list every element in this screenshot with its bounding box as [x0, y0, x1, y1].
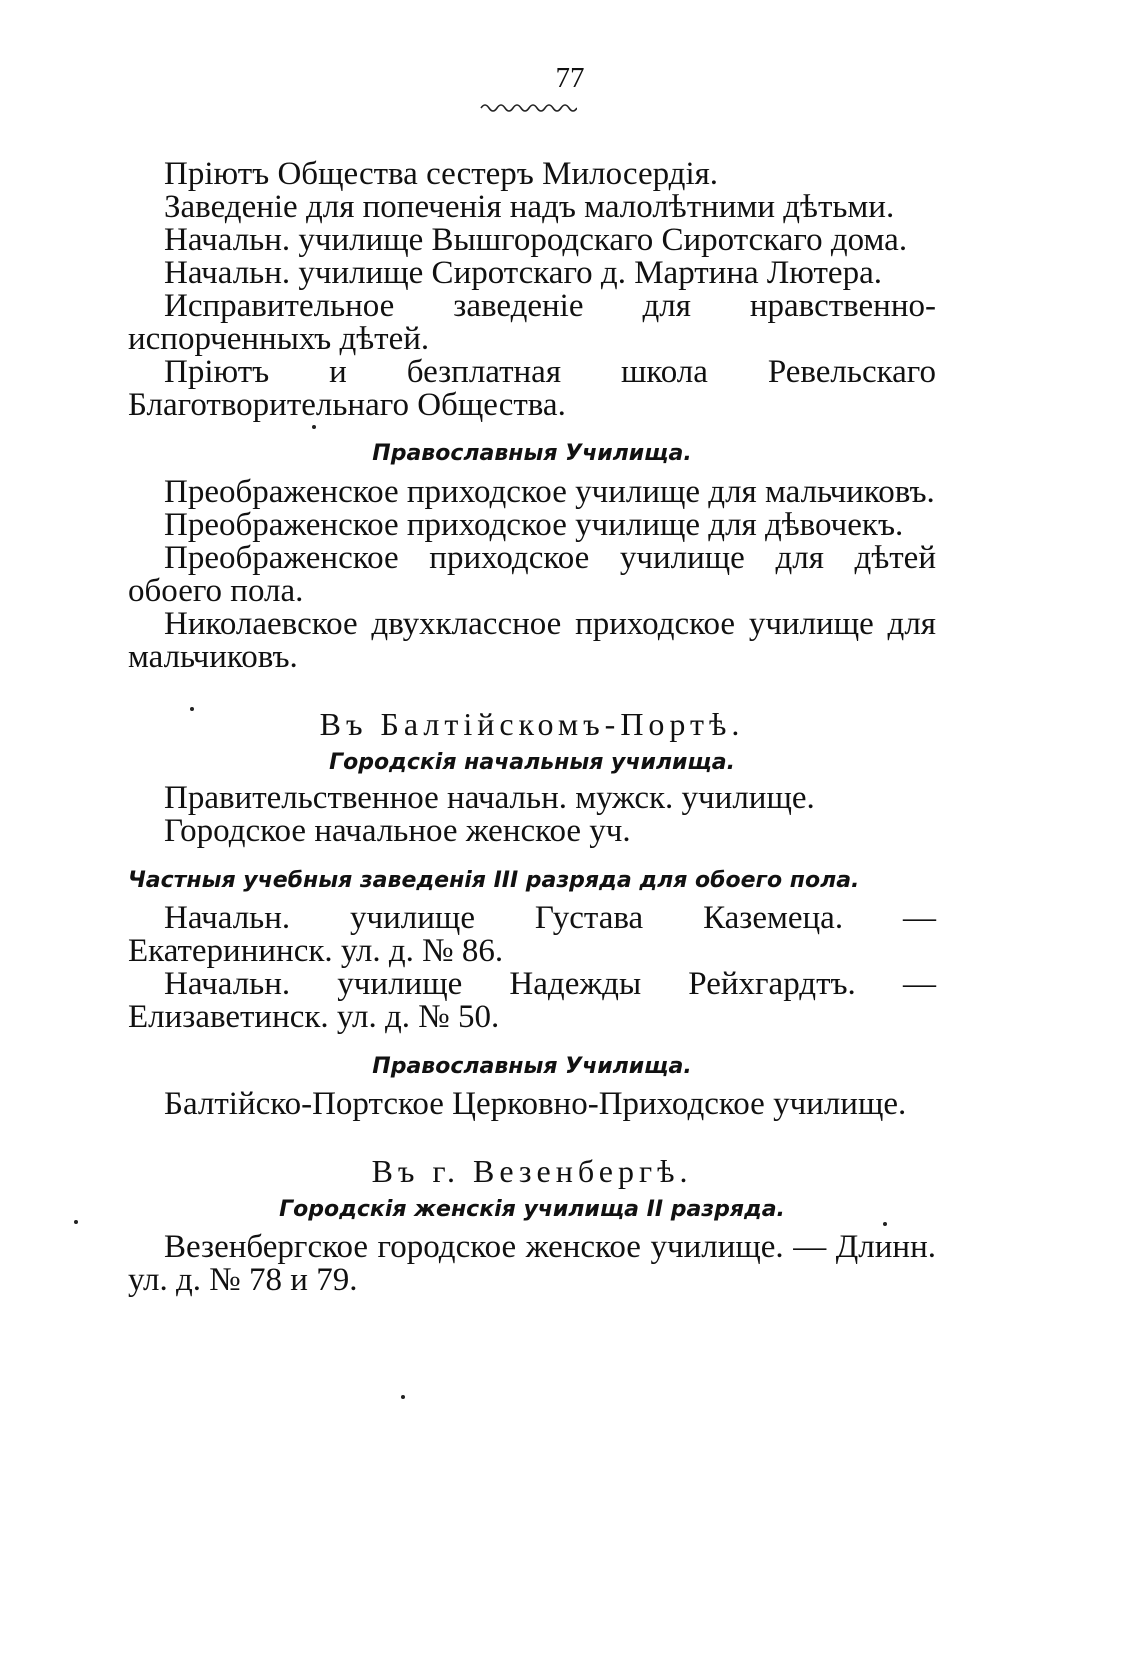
entry-orphanage-sisters: Пріютъ Общества сестеръ Милосердія.: [164, 156, 719, 192]
entry-kazemets-school: Начальн. училище Густава Каземеца. — Екатерининск. ул. д. № 86.: [128, 900, 936, 969]
entry-vyshgorod-school: Начальн. училище Вышгородскаго Сиротскаго дома.: [164, 222, 908, 258]
entry-preobrazhensky-boys: Преображенское приходское училище для мальчиковъ.: [164, 474, 935, 510]
entry-correctional-institution: Исправительное заведеніе для нравственно-испорченныхъ дѣтей.: [128, 288, 936, 357]
entry-preobrazhensky-girls: Преображенское приходское училище для дѣвочекъ.: [164, 507, 904, 543]
subheading-orthodox-schools: Православныя Училища.: [372, 441, 692, 466]
entry-reichardt-school: Начальн. училище Надежды Рейхгардтъ. — Елизаветинск. ул. д. № 50.: [128, 966, 936, 1035]
entry-nikolaevsky-school: Николаевское двухклассное приходское училище для мальчиковъ.: [128, 606, 936, 675]
print-speck: [401, 1395, 405, 1399]
print-speck: [190, 707, 194, 711]
print-speck: [312, 425, 316, 429]
subheading-orthodox-schools-baltic: Православныя Училища.: [372, 1054, 692, 1079]
subheading-city-primary-schools: Городскія начальныя училища.: [329, 750, 735, 775]
place-heading-baltic-port: Въ Балтійскомъ-Портѣ.: [319, 706, 745, 742]
entry-baltic-port-parish-school: Балтійско-Портское Церковно-Приходское училище.: [164, 1086, 907, 1122]
entry-wesenberg-girls-school: Везенбергское городское женское училище. — Длинн. ул. д. № 78 и 79.: [128, 1229, 936, 1298]
subheading-city-girls-schools: Городскія женскія училища II разряда.: [279, 1197, 785, 1222]
wavy-rule: [479, 100, 577, 114]
entry-martin-luther-school: Начальн. училище Сиротскаго д. Мартина Лютера.: [164, 255, 882, 291]
entry-preobrazhensky-mixed: Преображенское приходское училище для дѣтей обоего пола.: [128, 540, 936, 609]
text-column: [128, 158, 936, 1297]
entry-childcare-institution: Заведеніе для попеченія надъ малолѣтними дѣтьми.: [164, 189, 895, 225]
page-number: 77: [555, 62, 585, 94]
print-speck: [74, 1220, 78, 1224]
place-heading-wesenberg: Въ г. Везенбергѣ.: [371, 1153, 693, 1189]
subheading-private-schools: Частныя учебныя заведенія III разряда для обоего пола.: [128, 868, 860, 893]
print-speck: [883, 1222, 887, 1226]
entry-revel-charity-school: Пріютъ и безплатная школа Ревельскаго Благотворительнаго Общества.: [128, 354, 936, 423]
entry-city-girls-school: Городское начальное женское уч.: [164, 813, 631, 849]
entry-government-boys-school: Правительственное начальн. мужск. училище.: [164, 780, 815, 816]
